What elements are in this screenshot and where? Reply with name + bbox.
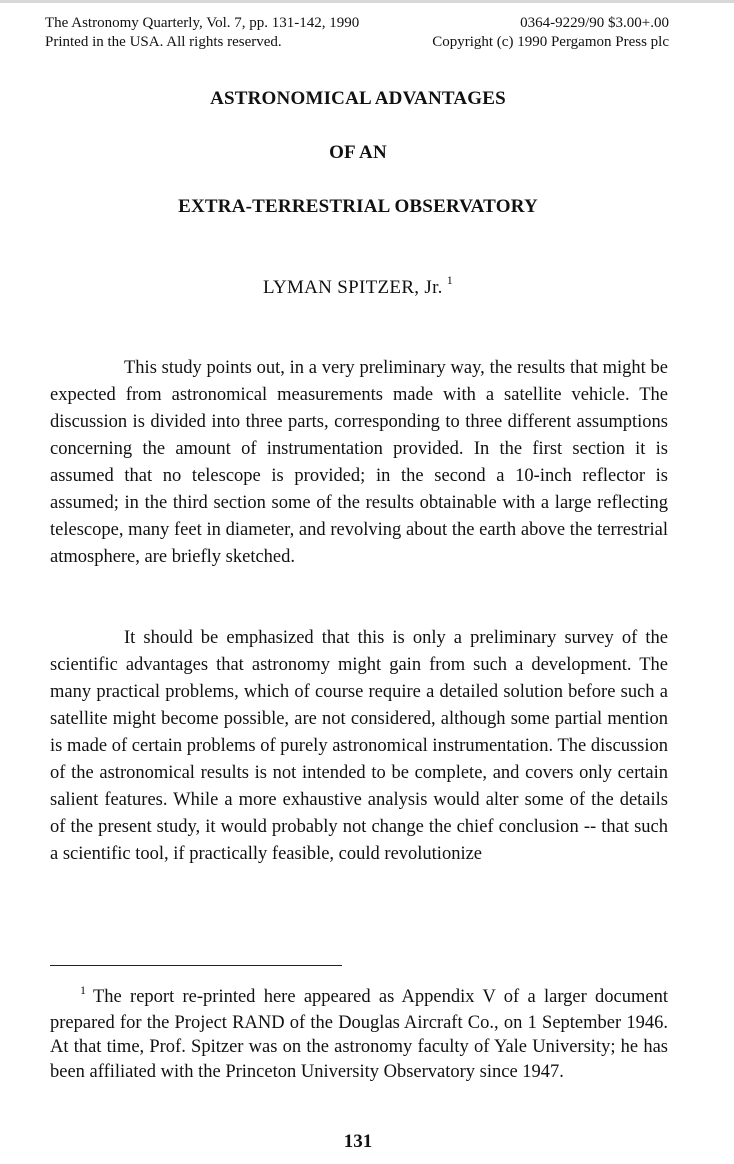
footnote-marker: 1 xyxy=(80,983,86,997)
journal-citation-line: The Astronomy Quarterly, Vol. 7, pp. 131-142, 1990 xyxy=(45,15,360,31)
footnote-rule xyxy=(50,965,342,966)
title-line-2: OF AN xyxy=(329,142,387,163)
page-number: 131 xyxy=(343,1131,373,1152)
journal-citation xyxy=(45,14,359,52)
copyright-block xyxy=(432,14,669,52)
footnote-text: The report re-printed here appeared as Appendix V of a larger document prepared for the Project RAND of the Douglas Aircraft Co., on 1 September 1946. At that time, Prof. Spitzer was on the astronomy faculty of Yale University; he has been affiliated with the Princeton University Observatory since 1947. xyxy=(50,987,668,1082)
body-paragraph-1: This study points out, in a very preliminary way, the results that might be expected from astronomical measurements made with a satellite vehicle. The discussion is divided into three parts, corresponding to three different assumptions concerning the amount of instrumentation provided. In the first section it is assumed that no telescope is provided; in the second a 10-inch reflector is assumed; in the third section some of the results obtainable with a large reflecting telescope, many feet in diameter, and revolving about the earth above the terrestrial atmosphere, are briefly sketched. xyxy=(50,358,668,567)
title-line-1: ASTRONOMICAL ADVANTAGES xyxy=(210,88,506,109)
author-byline xyxy=(0,273,716,299)
copyright-line: Copyright (c) 1990 Pergamon Press plc xyxy=(432,34,669,50)
issn-price: 0364-9229/90 $3.00+.00 xyxy=(520,15,669,31)
body-paragraph-2: It should be emphasized that this is only a preliminary survey of the scientific advantages that astronomy might gain from such a development. The many practical problems, which of course require a detailed solution before such a satellite might become possible, are not considered, although some partial mention is made of certain problems of purely astronomical instrumentation. The discussion of the astronomical results is not intended to be complete, and covers only certain salient features. While a more exhaustive analysis would alter some of the details of the present study, it would probably not change the chief conclusion -- that such a scientific tool, if practically feasible, could revolutionize xyxy=(50,628,668,864)
author-footnote-marker: 1 xyxy=(446,273,454,287)
title-line-3: EXTRA-TERRESTRIAL OBSERVATORY xyxy=(178,196,538,217)
author-name: LYMAN SPITZER, Jr. xyxy=(262,277,443,298)
footnote xyxy=(50,985,668,1084)
rights-line: Printed in the USA. All rights reserved. xyxy=(45,34,282,50)
top-border xyxy=(0,0,734,3)
